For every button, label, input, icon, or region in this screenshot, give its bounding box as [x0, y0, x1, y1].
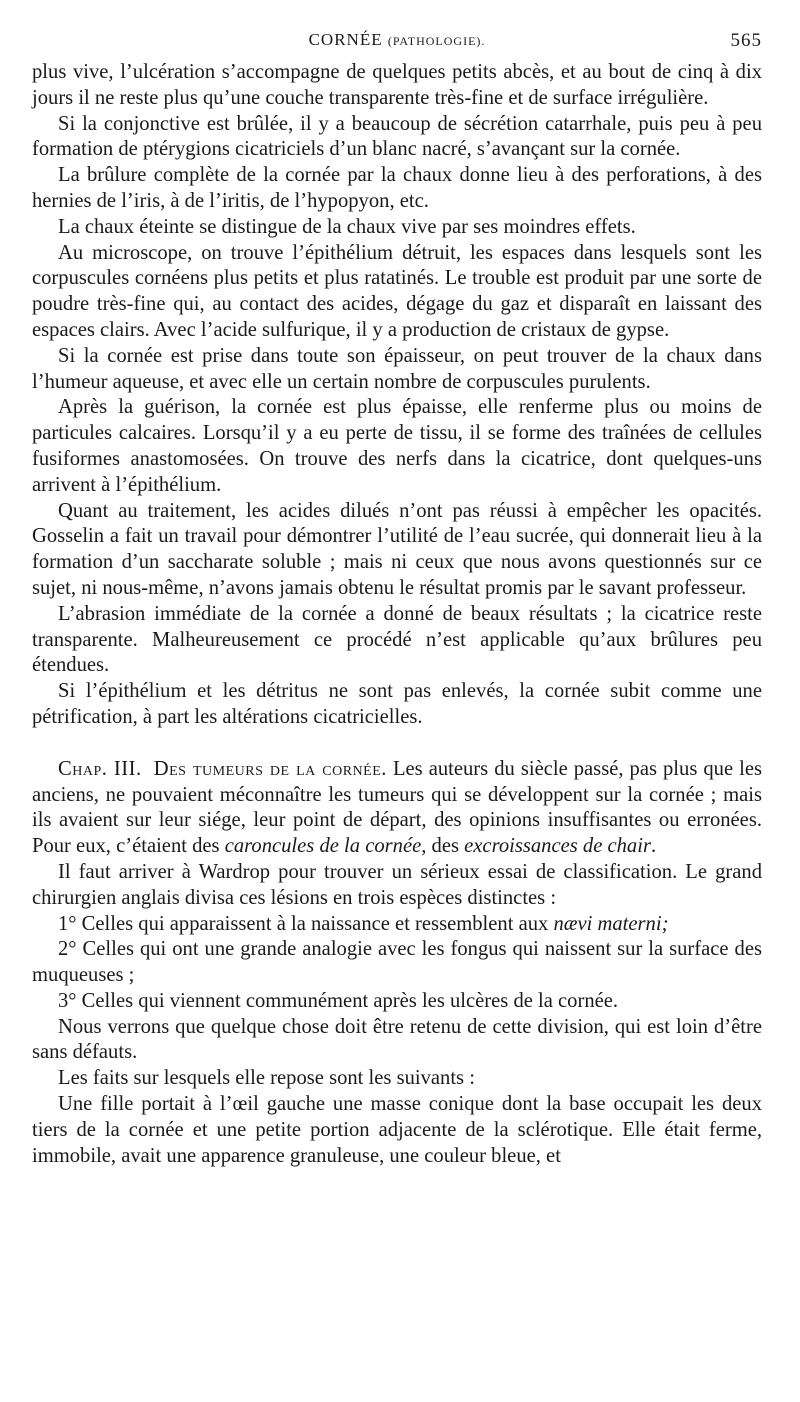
chapter-text: .: [650, 835, 657, 858]
list-item: [32, 912, 762, 938]
running-title-sub: (PATHOLOGIE).: [387, 34, 486, 48]
paragraph: Après la guérison, la cornée est plus épaisse, elle renferme plus ou moins de particules calcaires. Lorsqu’il y a eu perte de tissu, il se forme des traînées de cellules fusiformes anastomosées. On trouve des nerfs dans la cicatrice, dont quelques-uns arrivent à l’épithélium.: [32, 396, 762, 496]
running-header: [32, 26, 762, 56]
list-item: 2° Celles qui ont une grande analogie avec les fongus qui naissent sur la surface des muqueuses ;: [32, 938, 762, 987]
chapter-title: Des tumeurs de la cornée.: [153, 757, 387, 780]
list-item-text: 1° Celles qui apparaissent à la naissance et ressemblent aux: [58, 912, 554, 935]
paragraph: Si la conjonctive est brûlée, il y a beaucoup de sécrétion catarrhale, puis peu à peu formation de ptérygions cicatriciels d’un blanc nacré, s’avançant sur la cornée.: [32, 112, 762, 161]
paragraph: Les faits sur lesquels elle repose sont les suivants :: [58, 1067, 475, 1090]
chapter-paragraph: [32, 757, 762, 860]
paragraph: Si l’épithélium et les détritus ne sont pas enlevés, la cornée subit comme une pétrification, à part les altérations cicatricielles.: [32, 680, 762, 728]
paragraph: Une fille portait à l’œil gauche une masse conique dont la base occupait les deux tiers de la cornée et une petite portion adjacente de la sclérotique. Elle était ferme, immobile, avait une apparence granuleuse, une couleur bleue, et: [32, 1093, 762, 1167]
paragraph: Il faut arriver à Wardrop pour trouver un sérieux essai de classification. Le grand chirurgien anglais divisa ces lésions en trois espèces distinctes :: [32, 860, 762, 909]
body-text: [32, 60, 762, 1169]
paragraph: Nous verrons que quelque chose doit être retenu de cette division, qui est loin d’être sans défauts.: [32, 1015, 762, 1064]
list-item: 3° Celles qui viennent communément après les ulcères de la cornée.: [58, 989, 619, 1012]
chapter-label: Chap. III.: [58, 757, 142, 780]
paragraph: La brûlure complète de la cornée par la chaux donne lieu à des perforations, à des hernies de l’iris, à de l’iritis, de l’hypopyon, etc.: [32, 164, 762, 212]
list-item-italic: nævi materni;: [553, 912, 669, 935]
chapter-text: Les auteurs du siècle passé, pas plus que les anciens, ne pouvaient méconnaître les tumeurs qui se développent sur la cornée ; mais ils avaient sur leur siége, leur point de départ, des opinions insuffisantes ou erronées. Pour eux, c’étaient des: [32, 757, 762, 858]
paragraph: Au microscope, on trouve l’épithélium détruit, les espaces dans lesquels sont les corpuscules cornéens plus petits et plus ratatinés. Le trouble est produit par une sorte de poudre très-fine qui, au contact des acides, dégage du gaz et disparaît en laissant des espaces clairs. Avec l’acide sulfurique, il y a production de cristaux de gypse.: [32, 241, 762, 341]
book-page: [32, 26, 762, 1169]
paragraph: L’abrasion immédiate de la cornée a donné de beaux résultats ; la cicatrice reste transparente. Malheureusement ce procédé n’est applicable qu’aux brûlures peu étendues.: [32, 602, 762, 677]
paragraph: La chaux éteinte se distingue de la chaux vive par ses moindres effets.: [58, 215, 636, 238]
chapter-text: , des: [421, 835, 465, 858]
running-title-main: CORNÉE: [308, 30, 383, 49]
paragraph: Quant au traitement, les acides dilués n’ont pas réussi à empêcher les opacités. Gosselin a fait un travail pour démontrer l’utilité de l’eau sucrée, qui donnerait lieu à la formation d’un saccharate soluble ; mais ni ceux que nous avons questionnés sur ce sujet, ni nous-même, n’avons jamais obtenu le résultat promis par le savant professeur.: [32, 499, 762, 599]
chapter-italic-term: excroissances de chair: [464, 835, 651, 858]
running-title: [32, 30, 762, 50]
section-gap: [32, 731, 762, 757]
paragraph: plus vive, l’ulcération s’accompagne de quelques petits abcès, et au bout de cinq à dix jours il ne reste plus qu’une couche transparente très-fine et de surface irrégulière.: [32, 61, 762, 109]
paragraph: Si la cornée est prise dans toute son épaisseur, on peut trouver de la chaux dans l’humeur aqueuse, et avec elle un certain nombre de corpuscules purulents.: [32, 344, 762, 393]
chapter-italic-term: caroncules de la cornée: [224, 835, 422, 858]
page-number: 565: [730, 30, 762, 51]
